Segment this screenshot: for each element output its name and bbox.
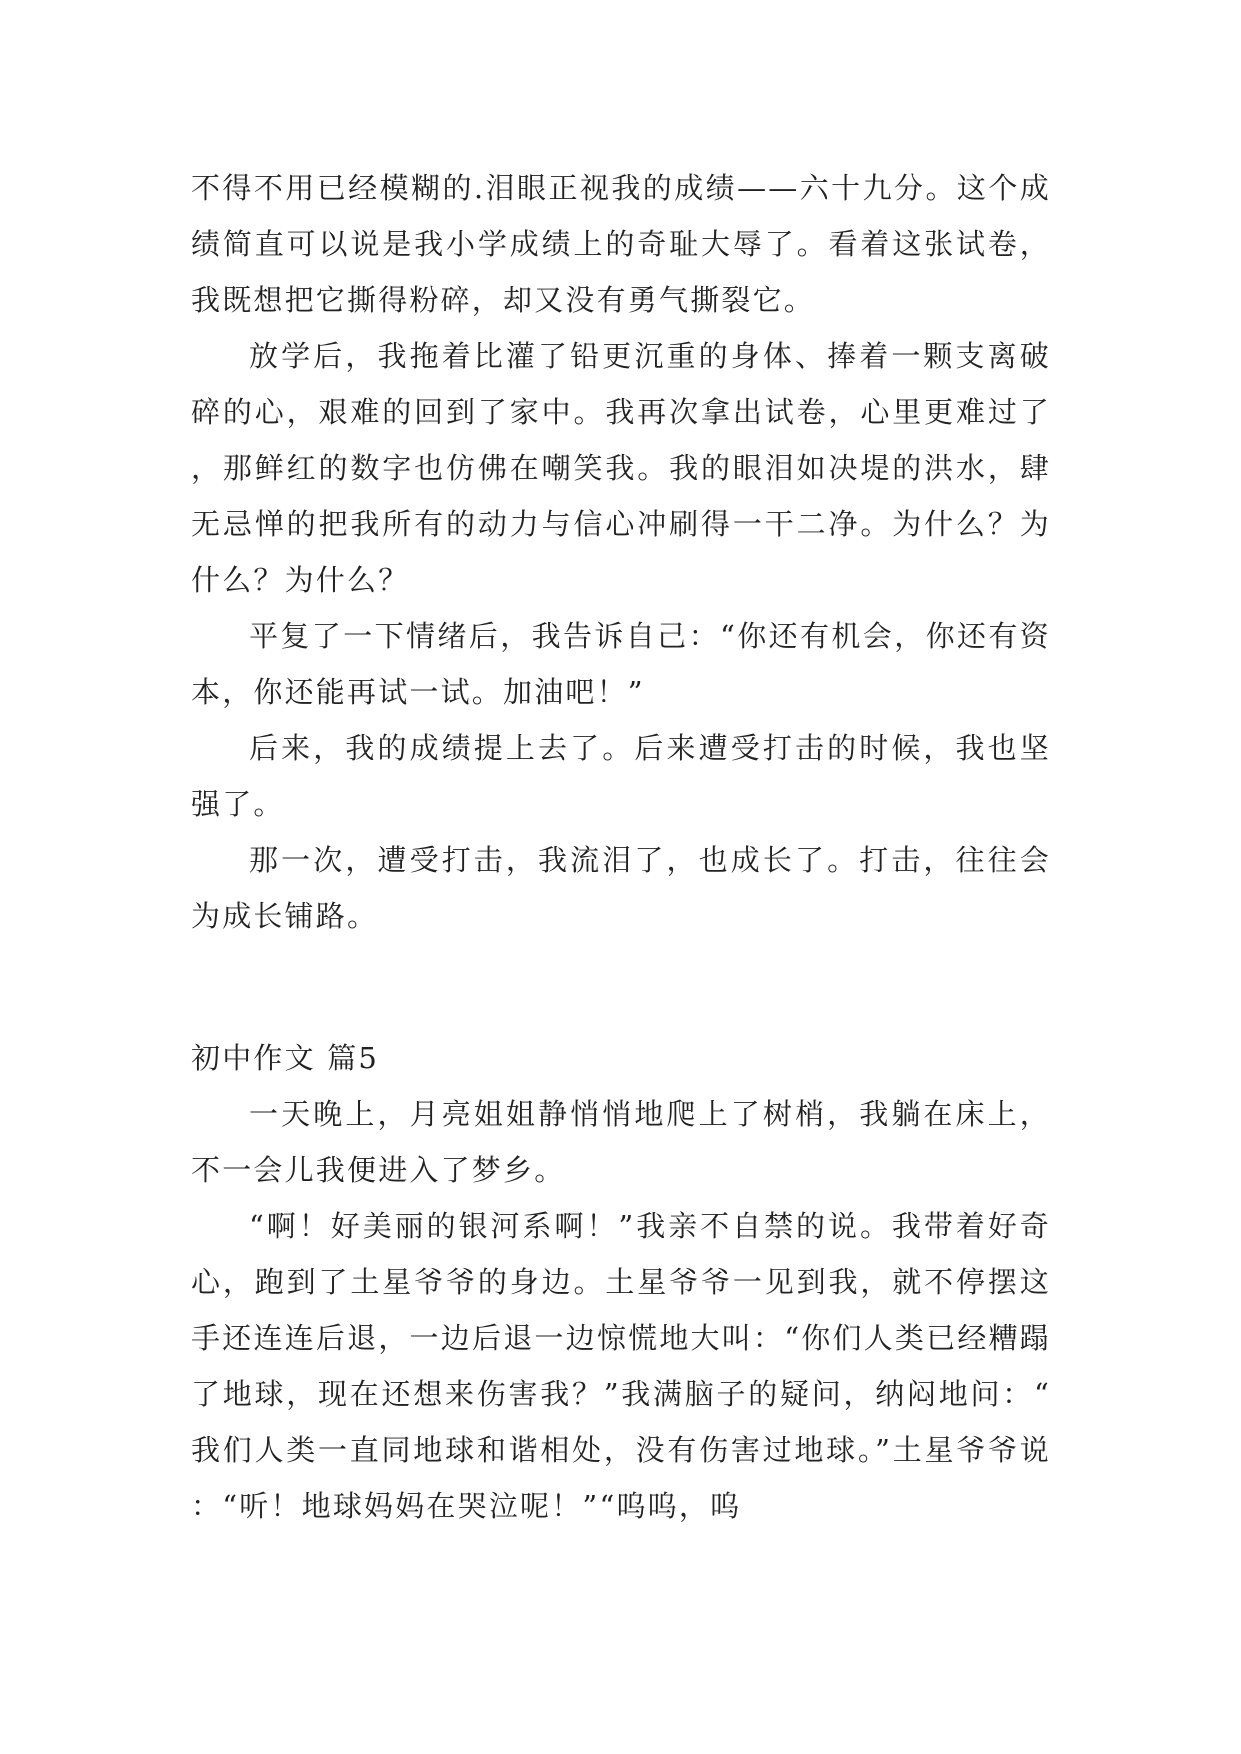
paragraph-continued: 不得不用已经模糊的.泪眼正视我的成绩——六十九分。这个成绩简直可以说是我小学成绩上的奇耻大辱了。看着这张试卷，我既想把它撕得粉碎，却又没有勇气撕裂它。 bbox=[191, 171, 1051, 317]
paragraph-galaxy: “啊！好美丽的银河系啊！”我亲不自禁的说。我带着好奇心，跑到了土星爷爷的身边。土星爷爷一见到我，就不停摆这手还连连后退，一边后退一边惊慌地大叫：“你们人类已经糟蹋了地球，现在还想来伤害我？”我满脑子的疑问，纳闷地问：“我们人类一直同地球和谐相处，没有伤害过地球。”土星爷爷说：“听！地球妈妈在哭泣呢！”“呜呜，呜 bbox=[191, 1209, 1051, 1523]
paragraph-grades-improved: 后来，我的成绩提上去了。后来遭受打击的时候，我也坚强了。 bbox=[191, 731, 1051, 821]
paragraph-conclusion: 那一次，遭受打击，我流泪了，也成长了。打击，往往会为成长铺路。 bbox=[191, 843, 1051, 933]
document-body bbox=[191, 160, 1051, 1534]
paragraph-night-dream: 一天晚上，月亮姐姐静悄悄地爬上了树梢，我躺在床上，不一会儿我便进入了梦乡。 bbox=[191, 1097, 1051, 1187]
paragraph-after-school: 放学后，我拖着比灌了铅更沉重的身体、捧着一颗支离破碎的心，艰难的回到了家中。我再次拿出试卷，心里更难过了，那鲜红的数字也仿佛在嘲笑我。我的眼泪如决堤的洪水，肆无忌惮的把我所有的动力与信心冲刷得一干二净。为什么？为什么？为什么？ bbox=[191, 339, 1051, 597]
section-title: 初中作文 篇5 bbox=[191, 1041, 380, 1075]
paragraph-calm-down: 平复了一下情绪后，我告诉自己：“你还有机会，你还有资本，你还能再试一试。加油吧！” bbox=[191, 619, 1051, 709]
